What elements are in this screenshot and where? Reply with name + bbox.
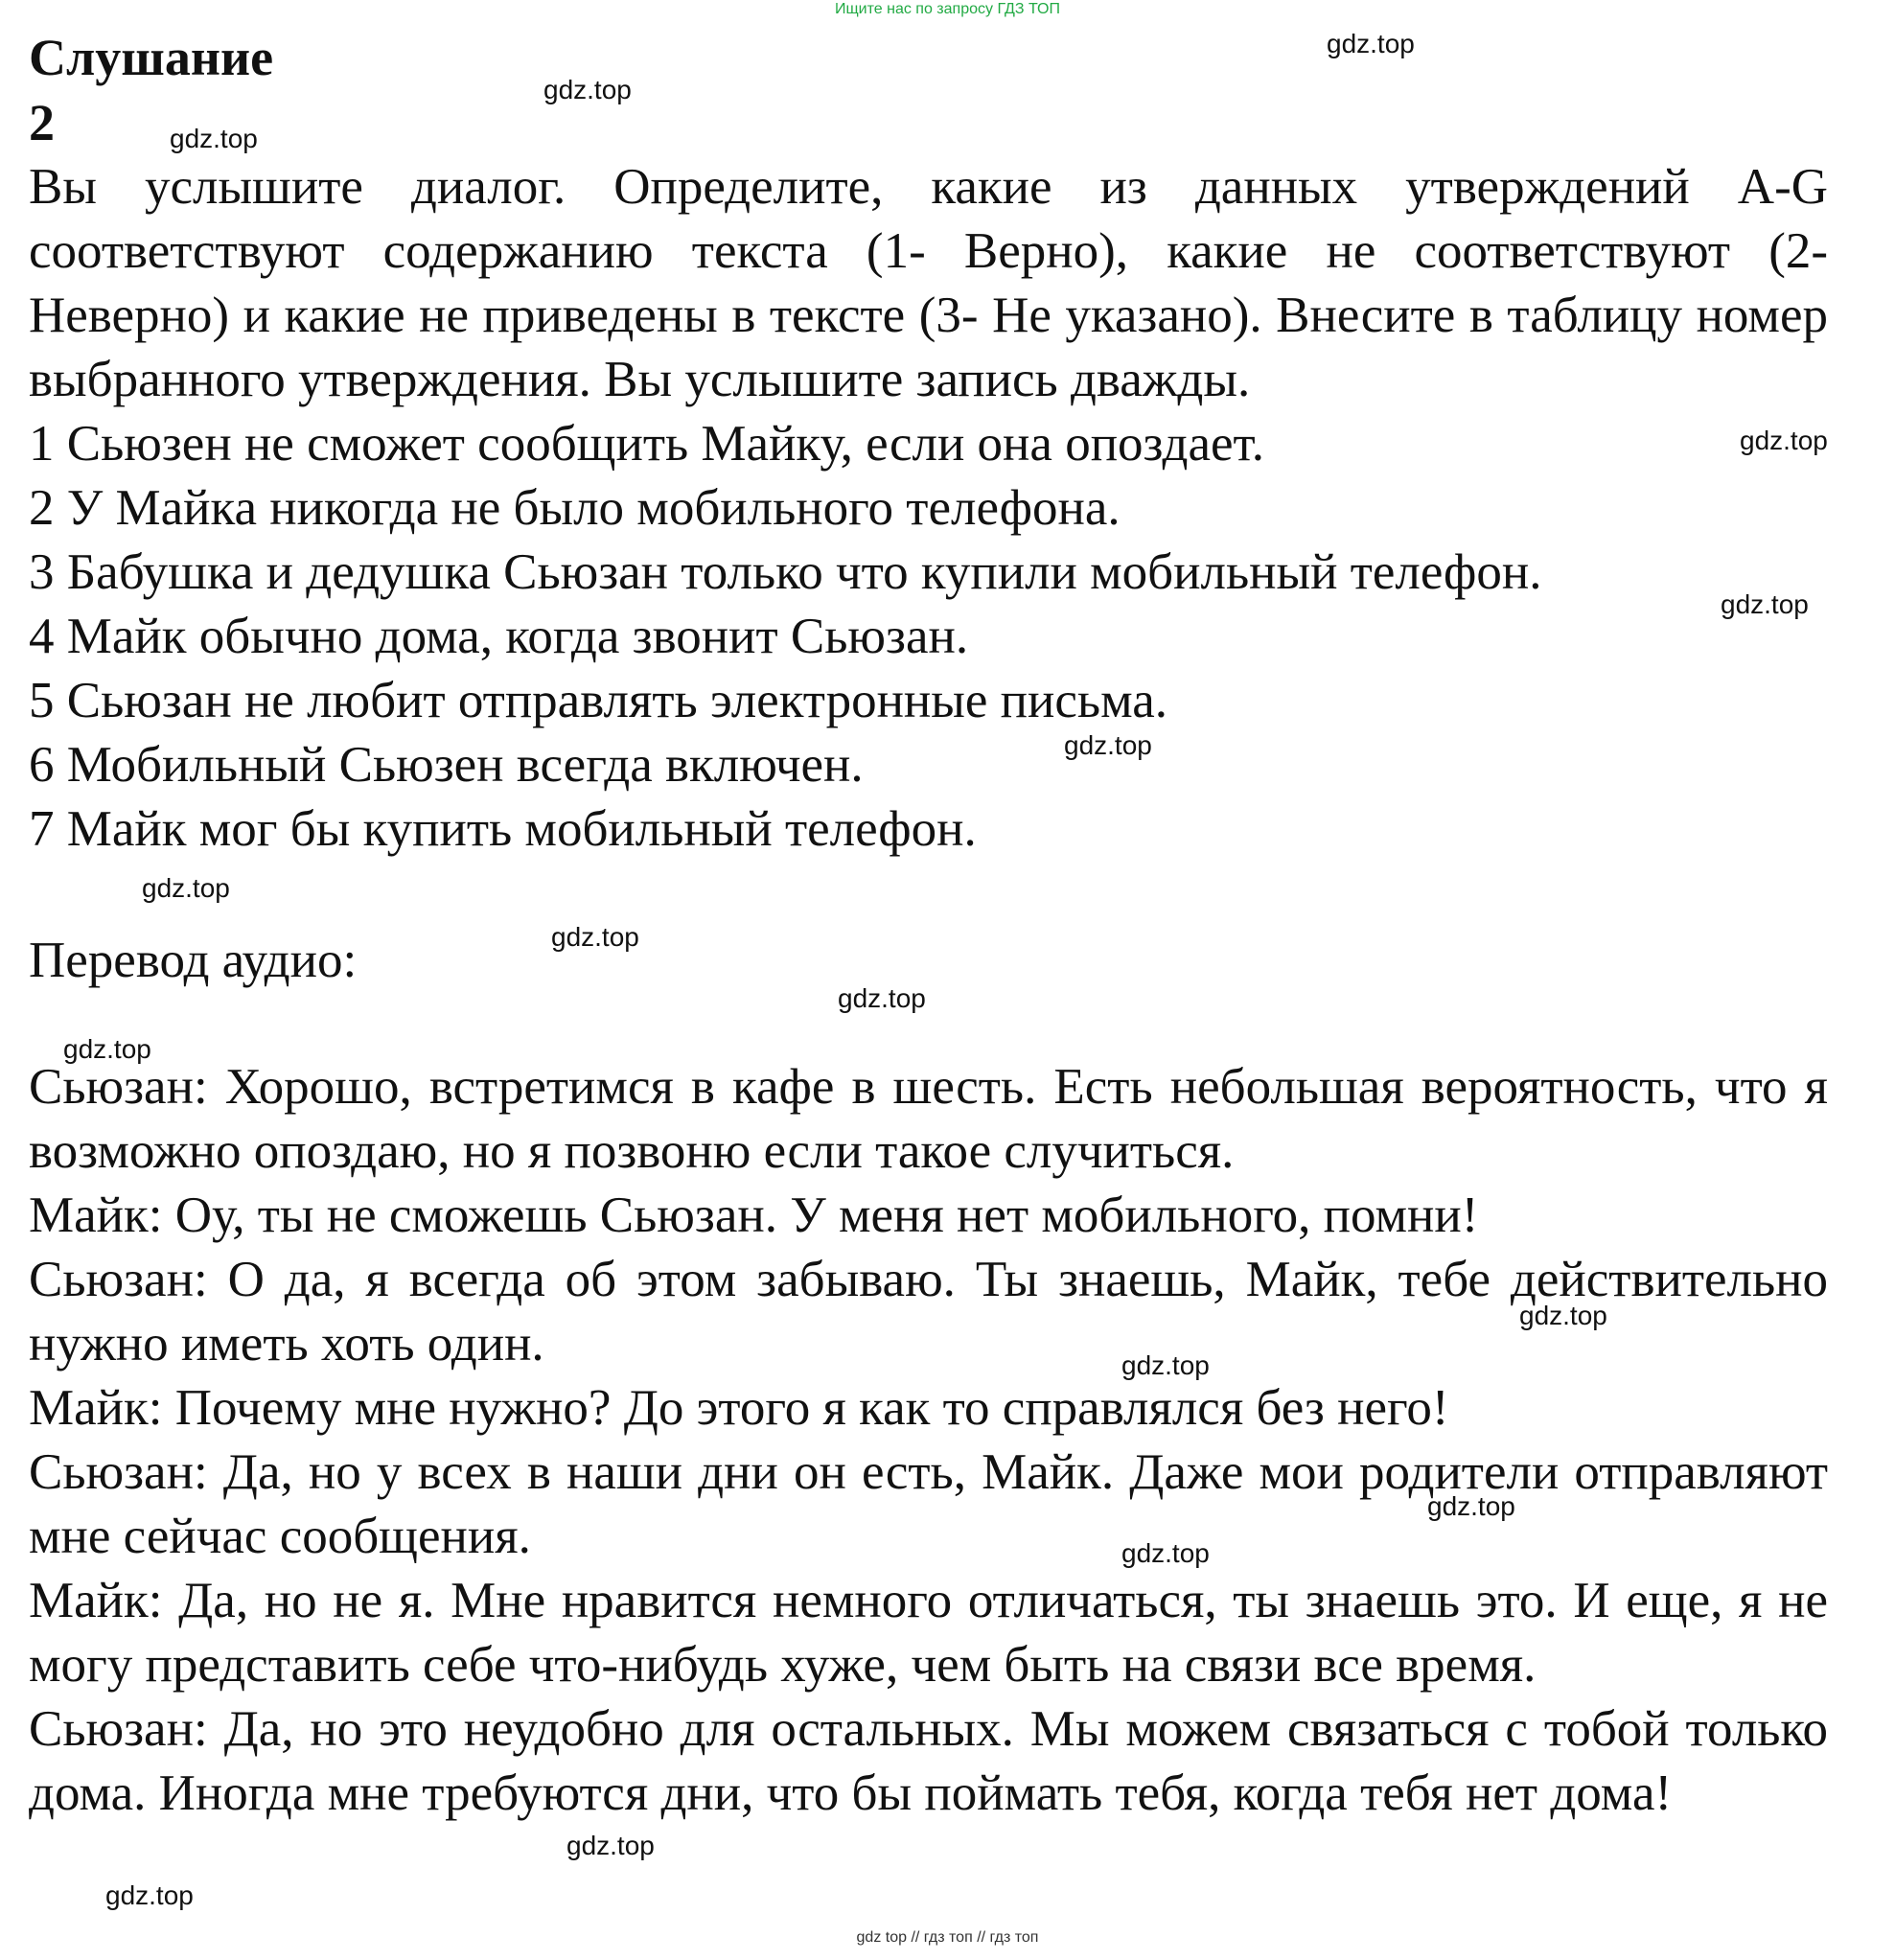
watermark: gdz.top — [1427, 1491, 1515, 1521]
statement-7: 7 Майк мог бы купить мобильный телефон. — [29, 801, 977, 857]
watermark: gdz.top — [1327, 29, 1415, 58]
watermark: gdz.top — [1064, 730, 1152, 760]
instructions-paragraph: Вы услышите диалог. Определите, какие из данных утверждений A-G соответствуют содержанию текста (1- Верно), какие не соответствуют (2- Неверно) и какие не приведены в тексте (3- Не указано). Внесите в таблицу номер выбранного утверждения. Вы услышите запись дважды. — [29, 159, 1828, 407]
statement-4: 4 Майк обычно дома, когда звонит Сьюзан. — [29, 609, 969, 664]
dialogue-line-4: Майк: Почему мне нужно? До этого я как то справлялся без него! — [29, 1380, 1449, 1436]
watermark: gdz.top — [63, 1034, 151, 1064]
watermark: gdz.top — [1519, 1301, 1607, 1330]
watermark: gdz.top — [838, 983, 926, 1013]
watermark: gdz.top — [1121, 1350, 1210, 1380]
dialogue-line-5: Сьюзан: Да, но у всех в наши дни он есть, Майк. Даже мои родители отправляют мне сейчас сообщения. — [29, 1444, 1828, 1564]
top-banner[interactable]: Ищите нас по запросу ГДЗ ТОП — [835, 1, 1060, 17]
section-title: Слушание — [29, 29, 274, 86]
dialogue-line-2: Майк: Оу, ты не сможешь Сьюзан. У меня нет мобильного, помни! — [29, 1188, 1479, 1243]
watermark: gdz.top — [1740, 426, 1828, 455]
dialogue-line-1: Сьюзан: Хорошо, встретимся в кафе в шесть. Есть небольшая вероятность, что я возможно опоздаю, но я позвоню если такое случиться. — [29, 1059, 1828, 1179]
dialogue-line-7: Сьюзан: Да, но это неудобно для остальных. Мы можем связаться с тобой только дома. Иногда мне требуются дни, что бы поймать тебя, когда тебя нет дома! — [29, 1701, 1828, 1821]
watermark: gdz.top — [566, 1831, 655, 1860]
bottom-banner[interactable]: gdz top // гдз топ // гдз топ — [856, 1929, 1039, 1946]
statement-6: 6 Мобильный Сьюзен всегда включен. — [29, 737, 864, 793]
statement-1: 1 Сьюзен не сможет сообщить Майку, если она опоздает. — [29, 416, 1264, 472]
watermark: gdz.top — [543, 75, 632, 104]
watermark: gdz.top — [1121, 1538, 1210, 1568]
dialogue-line-6: Майк: Да, но не я. Мне нравится немного отличаться, ты знаешь это. И еще, я не могу представить себе что-нибудь хуже, чем быть на связи все время. — [29, 1573, 1828, 1693]
dialogue-line-3: Сьюзан: О да, я всегда об этом забываю. Ты знаешь, Майк, тебе действительно нужно иметь хоть один. — [29, 1252, 1828, 1372]
statement-5: 5 Сьюзан не любит отправлять электронные письма. — [29, 673, 1168, 728]
translation-heading: Перевод аудио: — [29, 933, 358, 988]
watermark: gdz.top — [170, 124, 258, 153]
watermark: gdz.top — [551, 922, 639, 952]
watermark: gdz.top — [142, 873, 230, 903]
watermark: gdz.top — [105, 1880, 194, 1910]
watermark: gdz.top — [1721, 589, 1809, 619]
task-number: 2 — [29, 94, 55, 151]
statement-2: 2 У Майка никогда не было мобильного телефона. — [29, 480, 1121, 536]
statement-3: 3 Бабушка и дедушка Сьюзан только что купили мобильный телефон. — [29, 544, 1542, 600]
